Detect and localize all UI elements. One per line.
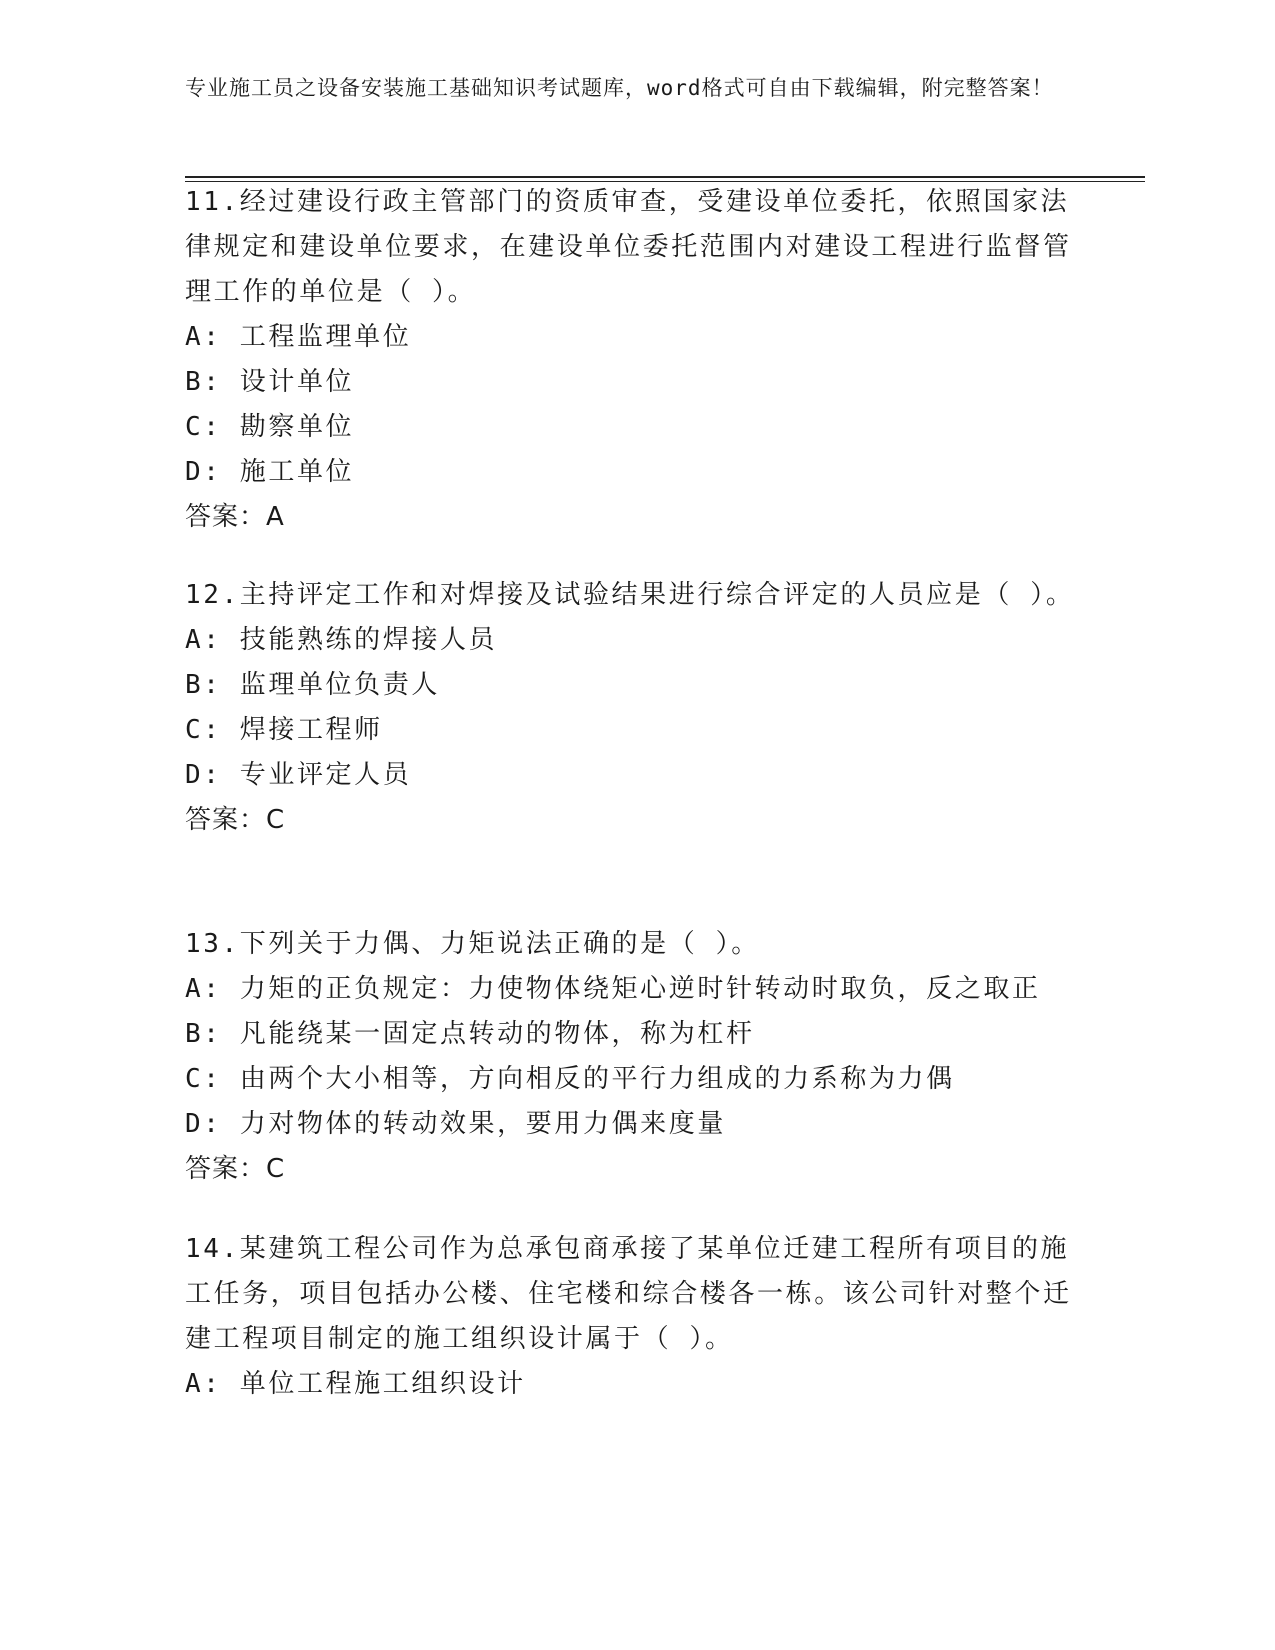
option-d: D: 施工单位 (185, 457, 355, 487)
question-stem: 14.某建筑工程公司作为总承包商承接了某单位迁建工程所有项目的施工任务，项目包括办公楼、住宅楼和综合楼各一栋。该公司针对整个迁建工程项目制定的施工组织设计属于（ ）。 (185, 1234, 1072, 1354)
option-c: C: 焊接工程师 (185, 715, 383, 745)
option-d: D: 专业评定人员 (185, 760, 412, 790)
question-stem: 13.下列关于力偶、力矩说法正确的是（ ）。 (185, 929, 760, 959)
option-b: B: 设计单位 (185, 367, 355, 397)
question-14 (185, 1227, 1075, 1407)
option-b: B: 凡能绕某一固定点转动的物体，称为杠杆 (185, 1019, 755, 1049)
option-b: B: 监理单位负责人 (185, 670, 440, 700)
question-stem: 11.经过建设行政主管部门的资质审查，受建设单位委托，依照国家法律规定和建设单位要求，在建设单位委托范围内对建设工程进行监督管理工作的单位是（ ）。 (185, 187, 1072, 307)
option-c: C: 由两个大小相等，方向相反的平行力组成的力系称为力偶 (185, 1064, 955, 1094)
answer-line: 答案：A (185, 502, 285, 532)
header-divider-thick (185, 176, 1145, 178)
option-d: D: 力对物体的转动效果，要用力偶来度量 (185, 1109, 726, 1139)
answer-line: 答案：C (185, 805, 286, 835)
option-a: A: 工程监理单位 (185, 322, 412, 352)
option-a: A: 单位工程施工组织设计 (185, 1369, 526, 1399)
question-12 (185, 573, 1075, 843)
answer-line: 答案：C (185, 1154, 286, 1184)
option-a: A: 力矩的正负规定：力使物体绕矩心逆时针转动时取负，反之取正 (185, 974, 1041, 1004)
option-c: C: 勘察单位 (185, 412, 355, 442)
document-header: 专业施工员之设备安装施工基础知识考试题库，word格式可自由下载编辑，附完整答案！ (185, 76, 1054, 100)
question-stem: 12.主持评定工作和对焊接及试验结果进行综合评定的人员应是（ ）。 (185, 580, 1075, 610)
question-11 (185, 180, 1075, 540)
option-a: A: 技能熟练的焊接人员 (185, 625, 498, 655)
question-13 (185, 922, 1075, 1192)
